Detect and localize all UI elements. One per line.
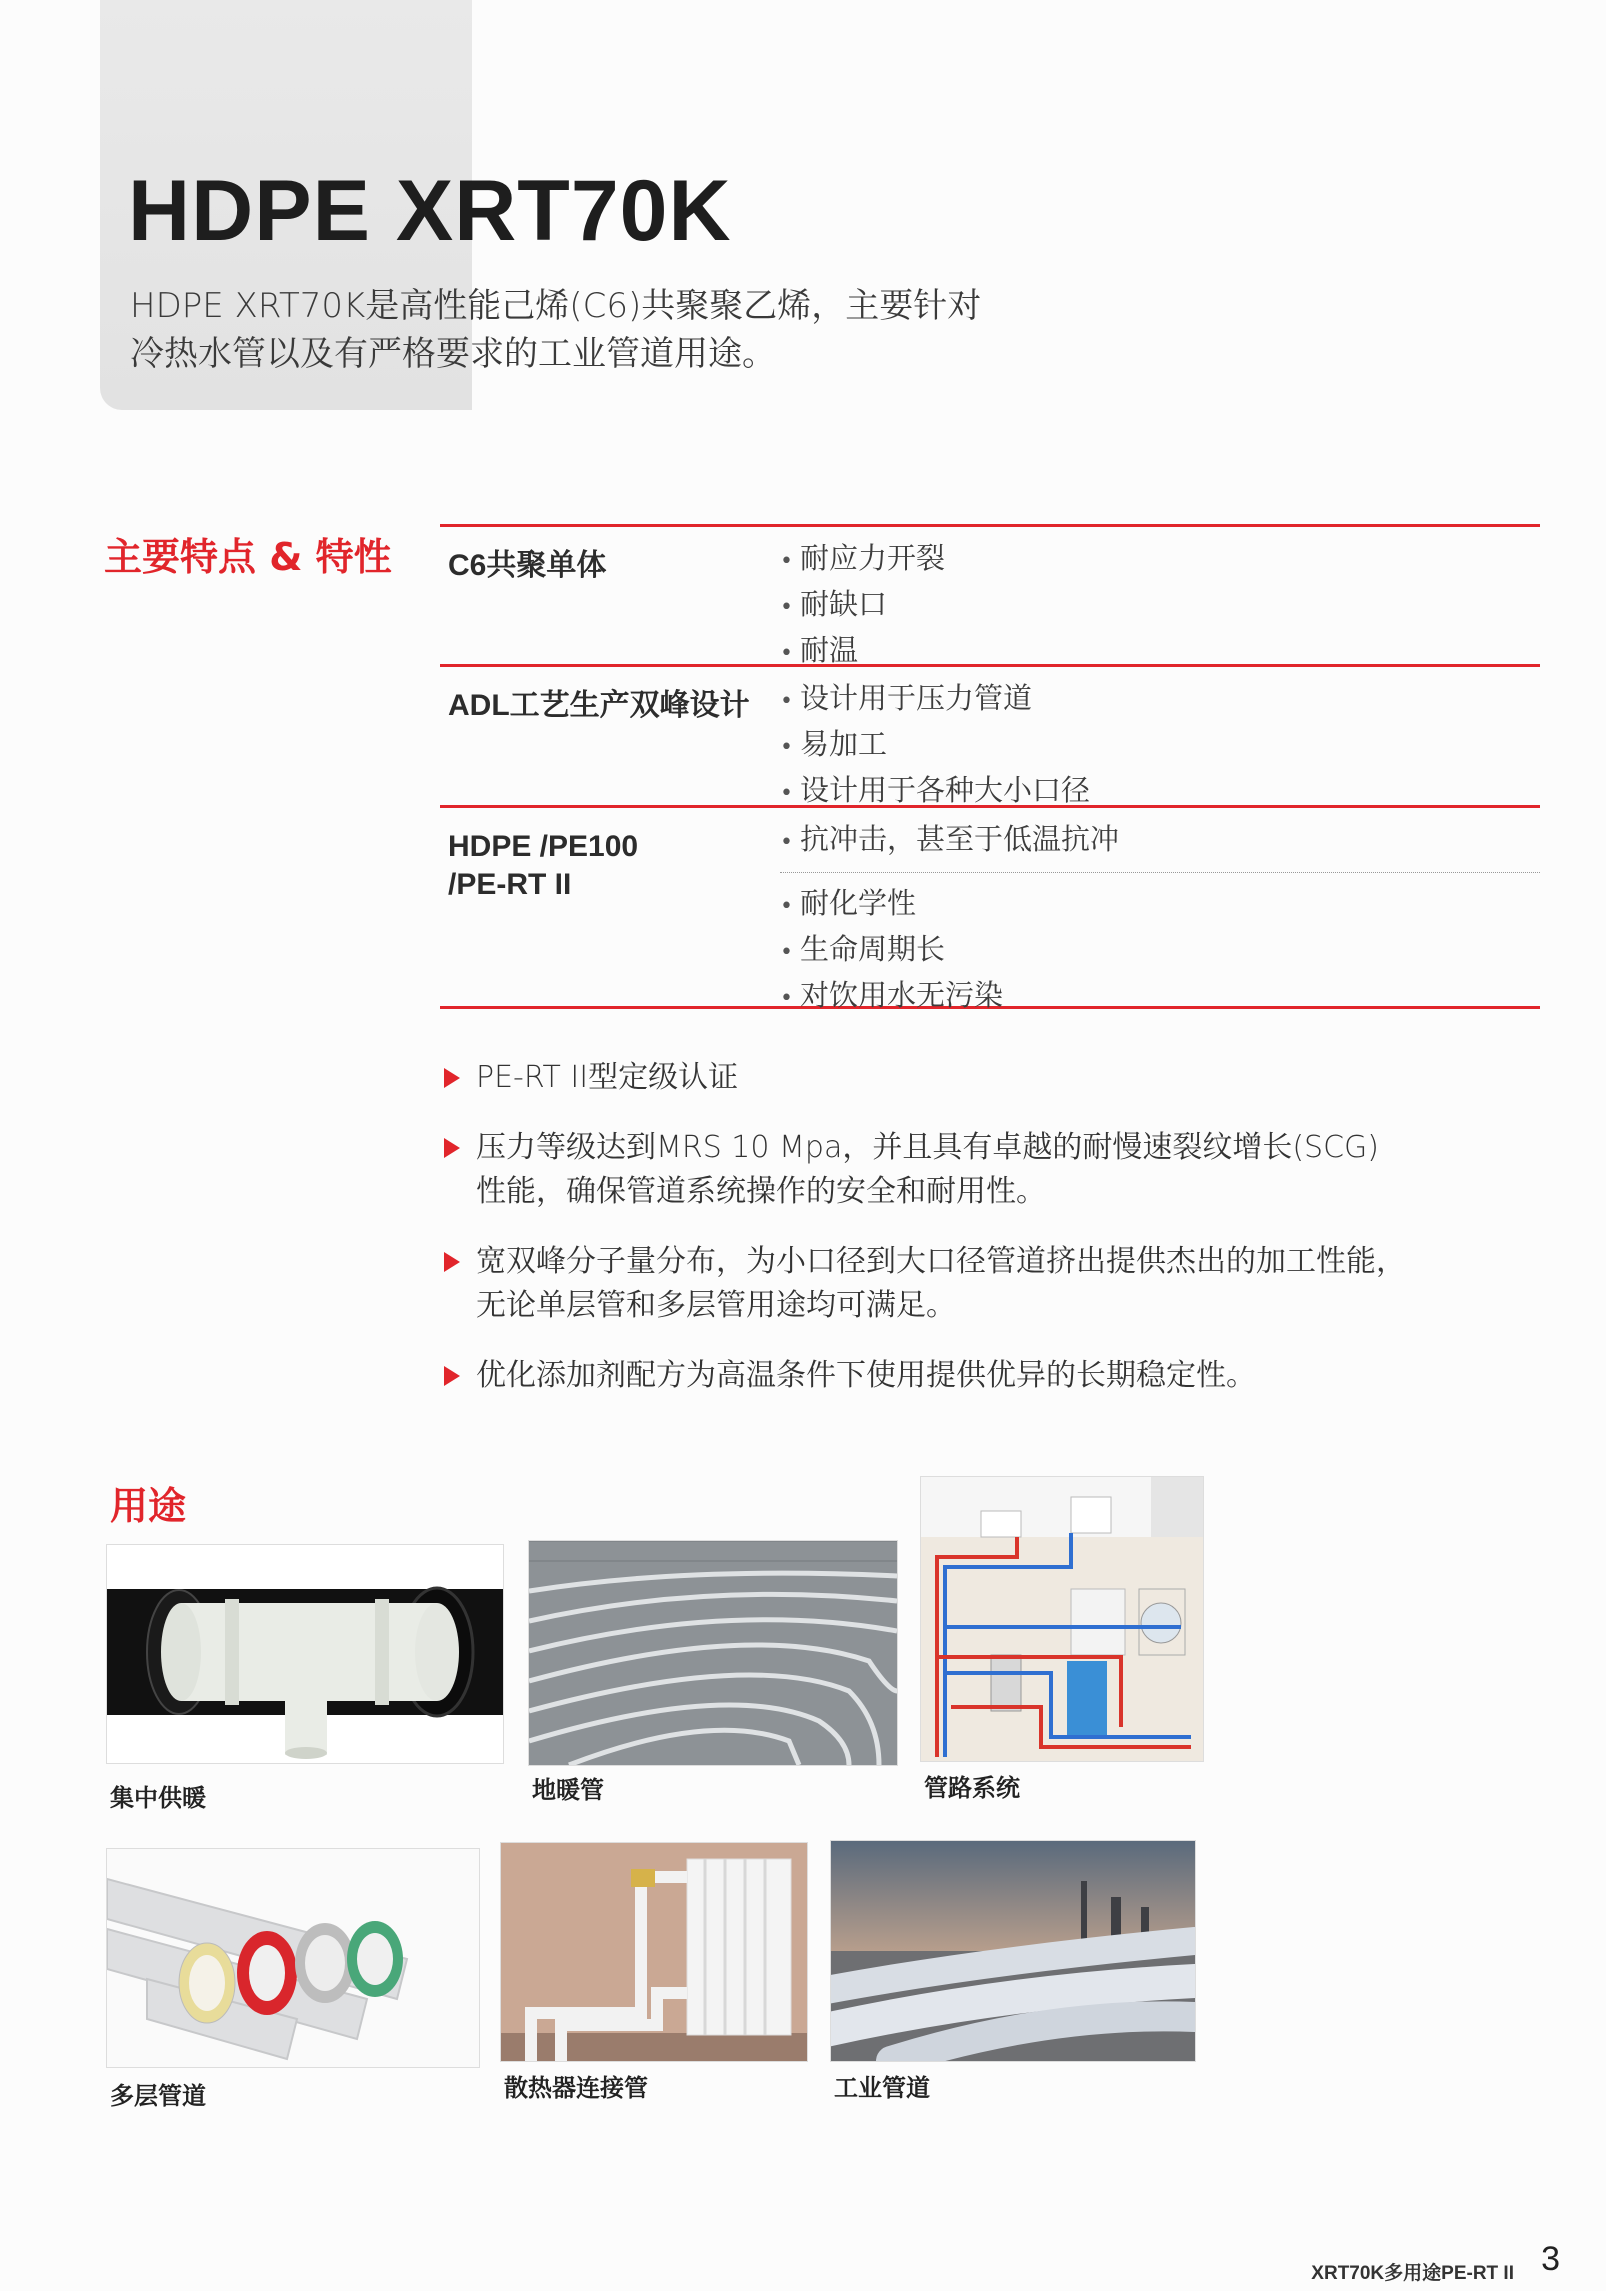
triangle-bullet-icon	[444, 1252, 460, 1272]
benefit-item	[444, 1126, 1544, 1214]
page-number: 3	[1541, 2240, 1560, 2278]
feature-item: • 耐温	[780, 629, 945, 675]
use-caption: 集中供暖	[110, 1784, 206, 1812]
triangle-bullet-icon	[444, 1138, 460, 1158]
feature-list	[780, 677, 1090, 815]
district-heating-image	[106, 1544, 504, 1764]
feature-label	[448, 828, 778, 904]
benefit-text: 优化添加剂配方为高温条件下使用提供优异的长期稳定性。	[476, 1358, 1256, 1393]
benefit-text: 压力等级达到MRS 10 Mpa，并且具有卓越的耐慢速裂纹增长(SCG)	[476, 1130, 1379, 1165]
feature-label-line-2: /PE-RT II	[448, 868, 572, 901]
multilayer-pipe-image	[106, 1848, 480, 2068]
feature-item: • 耐缺口	[780, 583, 945, 629]
radiator-pipe-image	[500, 1842, 808, 2062]
feature-item: • 设计用于各种大小口径	[780, 769, 1090, 815]
benefit-text: 宽双峰分子量分布，为小口径到大口径管道挤出提供杰出的加工性能，	[476, 1244, 1406, 1279]
uses-heading: 用途	[110, 1484, 187, 1528]
feature-item: • 生命周期长	[780, 928, 1003, 974]
footer-label: XRT70K多用途PE-RT II	[1311, 2263, 1514, 2284]
benefit-item	[444, 1056, 1544, 1100]
floor-heating-image	[528, 1540, 898, 1766]
use-caption: 管路系统	[924, 1774, 1020, 1802]
use-caption: 散热器连接管	[504, 2074, 648, 2102]
feature-item: • 设计用于压力管道	[780, 677, 1090, 723]
features-heading: 主要特点 & 特性	[104, 535, 392, 579]
feature-label-line-1: HDPE /PE100	[448, 830, 639, 863]
feature-item: • 易加工	[780, 723, 1090, 769]
benefit-item	[444, 1354, 1544, 1398]
feature-row-adl	[440, 664, 1540, 805]
feature-label: C6共聚单体	[448, 549, 607, 582]
intro-line-2: 冷热水管以及有严格要求的工业管道用途。	[130, 334, 776, 374]
benefit-text: 性能，确保管道系统操作的安全和耐用性。	[476, 1174, 1046, 1209]
intro-line-1: HDPE XRT70K是高性能己烯(C6)共聚聚乙烯，主要针对	[130, 286, 982, 326]
feature-list	[780, 818, 1119, 864]
feature-item: • 耐应力开裂	[780, 537, 945, 583]
industrial-pipe-image	[830, 1840, 1196, 2062]
feature-row-pert	[440, 805, 1540, 1012]
feature-list	[780, 882, 1003, 1020]
feature-list	[780, 537, 945, 675]
use-caption: 地暖管	[532, 1776, 604, 1804]
features-table	[440, 524, 1540, 1012]
triangle-bullet-icon	[444, 1366, 460, 1386]
feature-row-c6	[440, 524, 1540, 667]
benefit-text: 无论单层管和多层管用途均可满足。	[476, 1288, 956, 1323]
feature-label: ADL工艺生产双峰设计	[448, 689, 750, 722]
dotted-divider	[780, 872, 1540, 873]
intro-text	[130, 282, 1070, 378]
feature-item: • 耐化学性	[780, 882, 1003, 928]
feature-item: • 抗冲击，甚至于低温抗冲	[780, 818, 1119, 864]
use-caption: 工业管道	[834, 2074, 930, 2102]
benefit-list	[444, 1056, 1544, 1424]
benefit-text: PE-RT II型定级认证	[476, 1060, 739, 1095]
page-title: HDPE XRT70K	[128, 163, 732, 259]
use-caption: 多层管道	[110, 2082, 206, 2110]
feature-item: • 对饮用水无污染	[780, 974, 1003, 1020]
triangle-bullet-icon	[444, 1068, 460, 1088]
piping-system-image	[920, 1476, 1204, 1762]
benefit-item	[444, 1240, 1544, 1328]
